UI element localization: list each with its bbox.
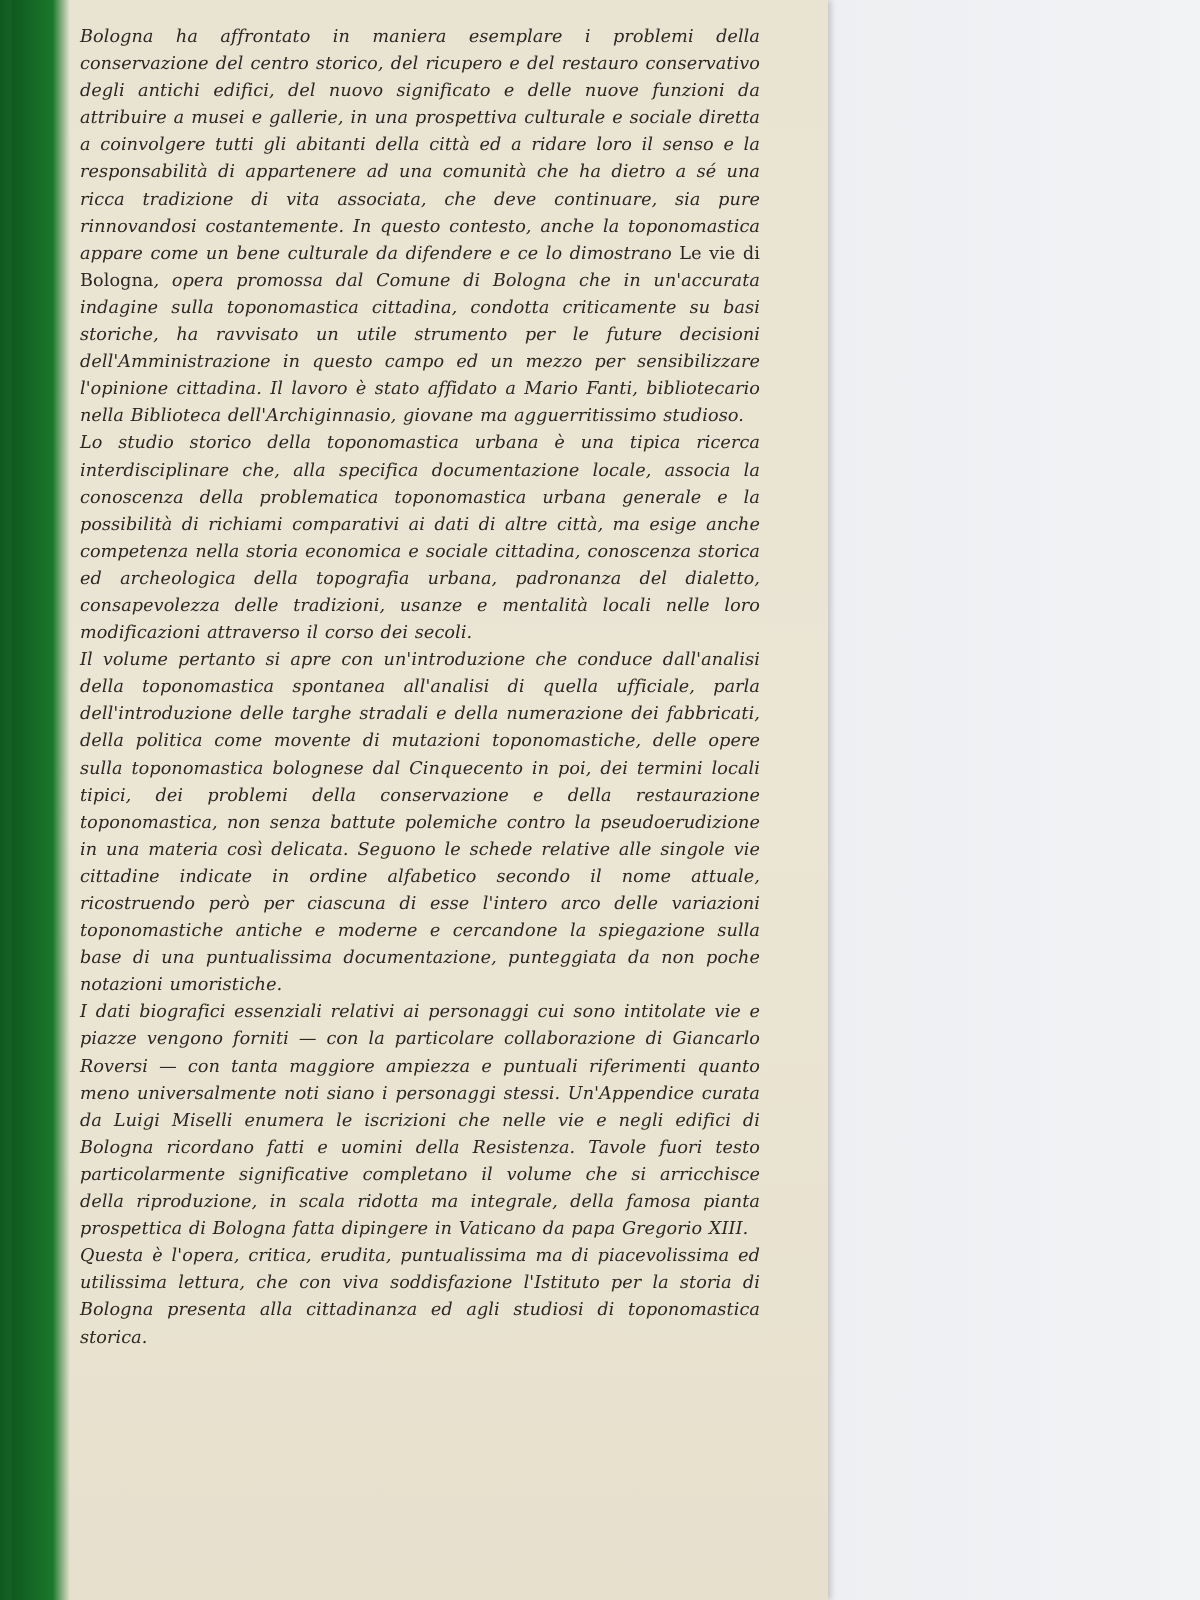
cover-shadow bbox=[12, 0, 70, 1600]
paragraph-1 bbox=[80, 24, 760, 430]
paragraph-1-rest: , opera promossa dal Comune di Bologna che in un'accurata indagine sulla toponomastica cittadina, condotta criticamente su basi storiche, ha ravvisato un utile strumento per le future decisioni dell'Amministrazione in questo campo ed un mezzo per sensibilizzare l'opinione cittadina. Il lavoro è stato affidato a Mario Fanti, bibliotecario nella Biblioteca dell'Archiginnasio, giovane ma agguerritissimo studioso. bbox=[80, 270, 760, 427]
book-title: Le vie di Bologna bbox=[80, 243, 760, 291]
paragraph-1-intro: Bologna ha affrontato in maniera esemplare i problemi della conservazione del centro storico, del ricupero e del restauro conservativo degli antichi edifici, del nuovo significato e delle nuove funzioni da attribuire a musei e gallerie, in una prospettiva culturale e sociale diretta a coinvolgere tutti gli abitanti della città ed a ridare loro il senso e la responsabilità di appartenere ad una comunità che ha dietro a sé una ricca tradizione di vita associata, che deve continuare, sia pure rinnovandosi costantemente. In questo contesto, anche la toponomastica appare come un bene culturale da difendere e ce lo dimostrano bbox=[80, 27, 760, 264]
paragraph-2: Lo studio storico della toponomastica urbana è una tipica ricerca interdisciplinare che, alla specifica documentazione locale, associa la conoscenza della problematica toponomastica urbana generale e la possibilità di richiami comparativi ai dati di altre città, ma esige anche competenza nella storia economica e sociale cittadina, conoscenza storica ed archeologica della topografia urbana, padronanza del dialetto, consapevolezza delle tradizioni, usanze e mentalità locali nelle loro modificazioni attraverso il corso dei secoli. bbox=[80, 433, 760, 644]
paragraph-3: Il volume pertanto si apre con un'introduzione che conduce dall'analisi della toponomastica spontanea all'analisi di quella ufficiale, parla dell'introduzione delle targhe stradali e della numerazione dei fabbricati, della politica come movente di mutazioni toponomastiche, delle opere sulla toponomastica bolognese dal Cinquecento in poi, dei termini locali tipici, dei problemi della conservazione e della restaurazione toponomastica, non senza battute polemiche contro la pseudoerudizione in una materia così delicata. Seguono le schede relative alle singole vie cittadine indicate in ordine alfabetico secondo il nome attuale, ricostruendo però per ciascuna di esse l'intero arco delle variazioni toponomastiche antiche e moderne e cercandone la spiegazione sulla base di una puntualissima documentazione, punteggiata da non poche notazioni umoristiche. bbox=[80, 650, 760, 996]
paragraph-4: I dati biografici essenziali relativi ai personaggi cui sono intitolate vie e piazze vengono forniti — con la particolare collaborazione di Giancarlo Roversi — con tanta maggiore ampiezza e puntuali riferimenti quanto meno universalmente noti siano i personaggi stessi. Un'Appendice curata da Luigi Miselli enumera le iscrizioni che nelle vie e negli edifici di Bologna ricordano fatti e uomini della Resistenza. Tavole fuori testo particolarmente significative completano il volume che si arricchisce della riproduzione, in scala ridotta ma integrale, della famosa pianta prospettica di Bologna fatta dipingere in Vaticano da papa Gregorio XIII. bbox=[80, 1002, 760, 1240]
paragraph-5: Questa è l'opera, critica, erudita, puntualissima ma di piacevolissima ed utilissima lettura, che con viva soddisfazione l'Istituto per la storia di Bologna presenta alla cittadinanza ed agli studiosi di toponomastica storica. bbox=[80, 1246, 760, 1348]
flap-text-body bbox=[80, 24, 760, 1352]
